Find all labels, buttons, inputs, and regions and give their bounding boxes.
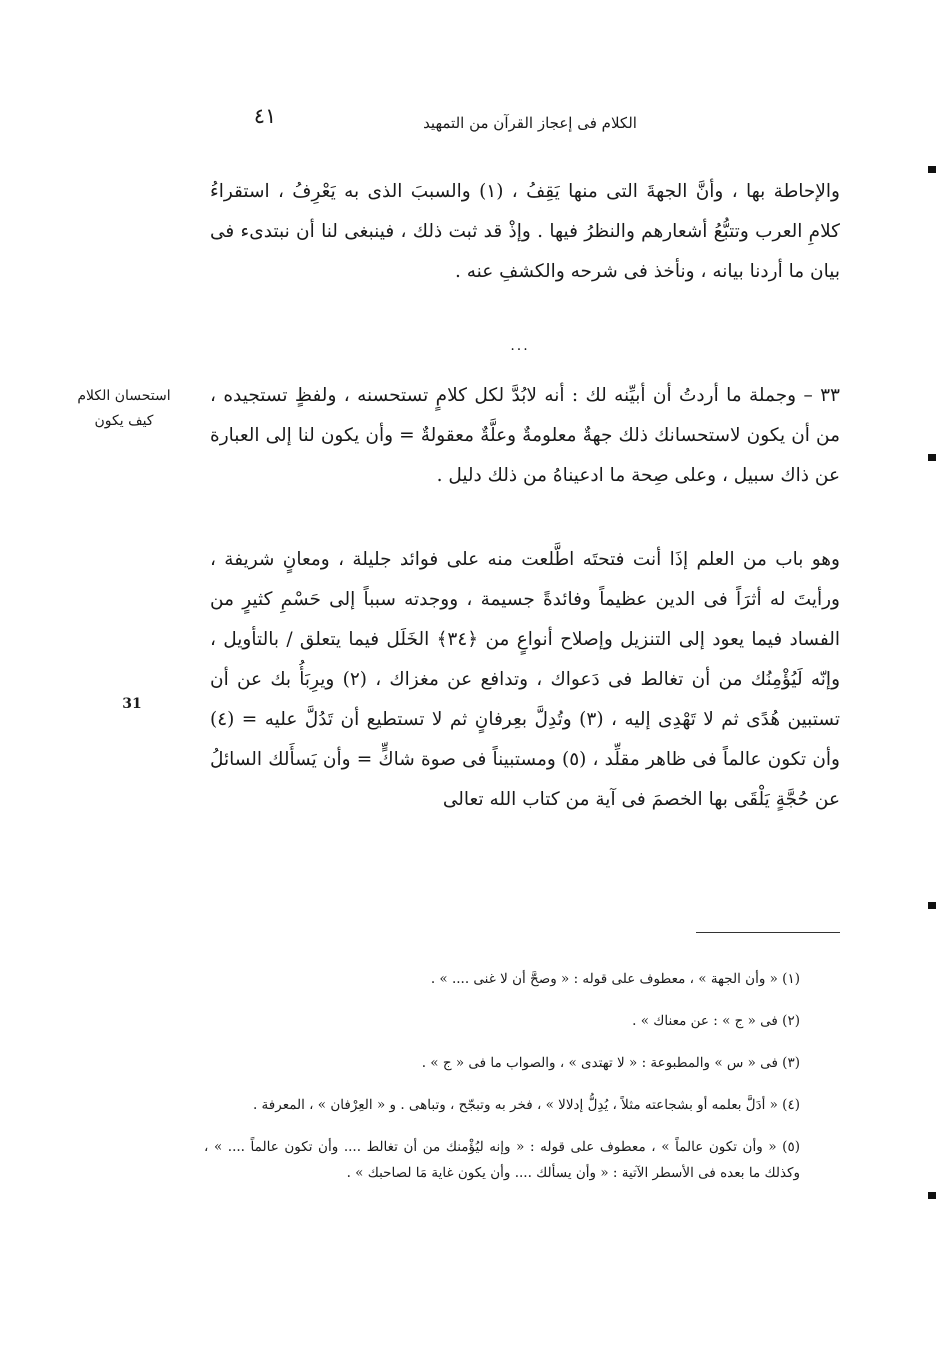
footnotes-block — [204, 966, 800, 1202]
footnote-separator-rule — [696, 932, 840, 933]
paragraph-1: والإحاطة بها ، وأنَّ الجهةَ التى منها يَقِفُ ، (١) والسببَ الذى به يَعْرِفُ ، استقراءُ كلامِ العرب وتتبُّعُ أشعارهم والنظرُ فيها . وإذْ قد ثبت ذلك ، فينبغى لنا أن نبتدىء فى بيان ما أردنا بيانه ، ونأخذ فى شرحه والكشفِ عنه . — [210, 181, 840, 282]
margin-note — [68, 384, 180, 434]
footnote-3: (٣) فى « س » والمطبوعة : « لا تهتدى » ، والصواب ما فى « ج » . — [421, 1055, 800, 1071]
footnote-4: (٤) « أدَلَّ بعلمه أو بشجاعته مثلاً ، يُدِلُّ إدلالا » ، فخر به وتبجّح ، وتباهى . و « العِرْفان » ، المعرفة . — [252, 1097, 800, 1113]
footnote-2: (٢) فى « ج » : عن معناك » . — [632, 1013, 800, 1029]
scan-edge-mark — [928, 454, 936, 461]
margin-note-line-1: استحسان الكلام — [77, 388, 171, 404]
section-separator-dots: ... — [510, 338, 530, 354]
footnote-1: (١) « وأن الجهة » ، معطوف على قوله : « وصحَّ أن لا غنى .... » . — [430, 971, 800, 987]
page-number: ٤١ — [253, 104, 277, 128]
scan-edge-mark — [928, 1192, 936, 1199]
margin-note-line-2: كيف يكون — [94, 413, 154, 429]
margin-reference-number: 31 — [122, 696, 142, 712]
running-header-title: الكلام فى إعجاز القرآن من التمهيد — [423, 114, 637, 132]
paragraph-2: ٣٣ – وجملة ما أردتُ أن أبيِّنه لك : أنه لابُدَّ لكل كلامٍ تستحسنه ، ولفظٍ تستجيده ، من أن يكون لاستحسانك ذلك جهةٌ معلومةٌ وعلَّةٌ معقولةٌ = وأن يكون لنا إلى العبارة عن ذاك سبيل ، وعلى صِحة ما ادعيناهُ من ذلك دليل . — [210, 385, 840, 486]
scan-edge-mark — [928, 902, 936, 909]
scan-edge-mark — [928, 166, 936, 173]
footnote-5: (٥) « وأن تكون عالماً » ، معطوف على قوله : « وإنه ليُؤْمنك من أن تغالط .... وأن تكون عالماً .... » ، وكذلك ما بعده فى الأسطر الآتية : « وأن يسألك .... وأن يكون غاية مَا لصاحبك » . — [204, 1139, 800, 1181]
paragraph-3: وهو باب من العلم إذَا أنت فتحتَه اطَّلعت منه على فوائد جليلة ، ومعانٍ شريفة ، ورأيتَ له أثرَاً فى الدين عظيماً وفائدةً جسيمة ، ووجدته سبباً إلى حَسْمِ كثيرٍ من الفساد فيما يعود إلى التنزيل وإصلاح أنواعٍ من ﴿٣٤﴾ الخَلَل فيما يتعلق / بالتأويل ، وإنّه لَيُؤْمِنُك من أن تغالط فى دَعواك ، وتدافع عن مغزاك ، (٢) ويرِبَأُ بك عن أن تستبين هُدًى ثم لا تَهْدِى إليه ، (٣) وتُدِلَّ بعِرفانٍ ثم لا تستطيع أن تَدُلَّ عليه = (٤) وأن تكون عالماً فى ظاهر مقلِّد ، (٥) ومستبيناً فى صوة شاكٍّ = وأن يَسأَلك السائلُ عن حُجَّةٍ يَلْقَى بها الخصمَ فى آية من كتاب الله تعالى — [210, 549, 841, 810]
